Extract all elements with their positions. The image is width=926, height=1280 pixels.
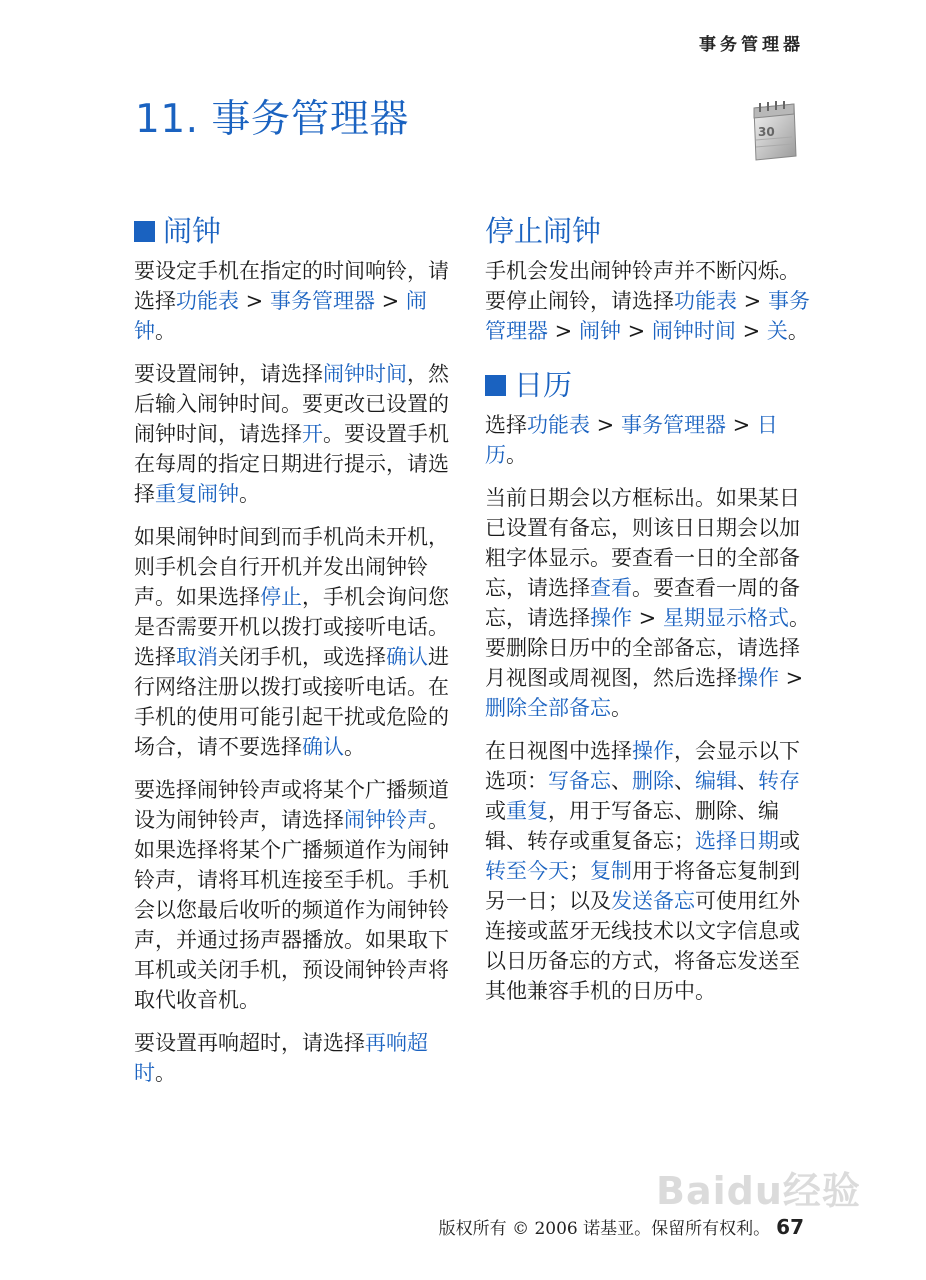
paragraph	[134, 256, 464, 346]
menu-path-term: 查看	[590, 576, 632, 600]
menu-path-term: 停止	[260, 585, 302, 609]
menu-path-term: 事务管理器	[485, 289, 810, 343]
chapter-title: 11. 事务管理器	[135, 97, 409, 142]
body-text: 、	[674, 769, 695, 793]
menu-path-term: 删除全部备忘	[485, 696, 611, 720]
body-text: >	[725, 413, 757, 437]
menu-path-term: 确认	[386, 645, 428, 669]
menu-path-term: 取消	[176, 645, 218, 669]
menu-path-term: 日历	[485, 413, 778, 467]
body-text: 手机会发出闹钟铃声并不断闪烁。要停止闹铃，请选择	[485, 259, 800, 313]
body-text: 。如果选择将某个广播频道作为闹钟铃声，请将耳机连接至手机。手机会以您最后收听的频道作为闹钟铃声，并通过扬声器播放。如果取下耳机或关闭手机，预设闹钟铃声将取代收音机。	[134, 808, 449, 1012]
section-heading-calendar	[485, 366, 815, 404]
body-text: 、	[737, 769, 758, 793]
menu-path-term: 功能表	[674, 289, 737, 313]
paragraph	[134, 1028, 464, 1088]
menu-path-term: 星期显示格式	[662, 606, 789, 630]
body-text: 如果闹钟时间到而手机尚未开机，则手机会自行开机并发出闹钟铃声。如果选择	[134, 525, 449, 609]
menu-path-term: 重复	[506, 799, 548, 823]
menu-path-term: 功能表	[527, 413, 590, 437]
copyright-notice: 版权所有 © 2006 诺基亚。保留所有权利。	[438, 1219, 771, 1239]
body-text: 。	[344, 735, 365, 759]
calendar-day: 30	[758, 125, 775, 139]
body-text: ，用于写备忘、删除、编辑、转存或重复备忘；	[485, 799, 779, 853]
body-text: ，手机会询问您是否需要开机以拨打或接听电话。选择	[134, 585, 449, 669]
menu-path-term: 闹钟时间	[323, 362, 407, 386]
paragraph	[485, 483, 815, 723]
body-text: 要设置闹钟，请选择	[134, 362, 323, 386]
running-header: 事务管理器	[699, 35, 804, 55]
body-text: >	[735, 319, 767, 343]
body-text: ，会显示以下选项：	[485, 739, 800, 793]
body-text: >	[590, 413, 621, 437]
body-text: 。	[239, 482, 260, 506]
body-text: 、	[611, 769, 632, 793]
body-text: 。	[611, 696, 632, 720]
menu-path-term: 再响超时	[134, 1031, 428, 1085]
menu-path-term: 关	[766, 319, 788, 343]
menu-path-term: 操作	[737, 666, 779, 690]
paragraph	[485, 736, 815, 1006]
body-text: >	[239, 289, 270, 313]
body-text: >	[548, 319, 579, 343]
right-column	[485, 212, 815, 1019]
body-text: 在日视图中选择	[485, 739, 632, 763]
menu-path-term: 开	[302, 422, 323, 446]
menu-path-term: 操作	[632, 739, 674, 763]
menu-path-term: 操作	[590, 606, 632, 630]
menu-path-term: 闹钟	[578, 319, 621, 343]
body-text: 。	[787, 319, 809, 343]
menu-path-term: 事务管理器	[269, 289, 375, 313]
section-heading-alarm	[134, 212, 464, 250]
menu-path-term: 转存	[758, 769, 800, 793]
body-text: ，然后输入闹钟时间。要更改已设置的闹钟时间，请选择	[134, 362, 449, 446]
body-text: >	[779, 666, 804, 690]
body-text: >	[632, 606, 663, 630]
menu-path-term: 确认	[302, 735, 344, 759]
menu-path-term: 闹钟铃声	[344, 808, 428, 832]
body-text: 。	[506, 443, 527, 467]
paragraph	[134, 775, 464, 1015]
body-text: ；	[569, 859, 590, 883]
menu-path-term: 写备忘	[548, 769, 611, 793]
paragraph	[485, 410, 815, 470]
left-column	[134, 212, 464, 1101]
section-title: 日历	[514, 368, 573, 402]
body-text: 。要设置手机在每周的指定日期进行提示，请选择	[134, 422, 449, 506]
body-text: >	[374, 289, 406, 313]
body-text: 要设定手机在指定的时间响铃，请选择	[134, 259, 449, 313]
square-bullet-icon	[485, 375, 506, 396]
paragraph	[134, 522, 464, 762]
watermark: Baidu经验	[656, 1169, 861, 1213]
body-text: >	[737, 289, 768, 313]
square-bullet-icon	[134, 221, 155, 242]
subsection-heading-stop-alarm: 停止闹钟	[485, 214, 602, 248]
menu-path-term: 闹钟	[134, 289, 427, 343]
body-text: >	[620, 319, 652, 343]
menu-path-term: 复制	[590, 859, 632, 883]
paragraph	[485, 256, 815, 346]
body-text: 。	[155, 1061, 176, 1085]
paragraph	[134, 359, 464, 509]
section-title: 闹钟	[163, 214, 222, 248]
body-text: 当前日期会以方框标出。如果某日已设置有备忘，则该日日期会以加粗字体显示。要查看一日的全部备忘，请选择	[485, 486, 800, 600]
menu-path-term: 删除	[632, 769, 674, 793]
page-number: 67	[776, 1215, 804, 1239]
menu-path-term: 选择日期	[695, 829, 779, 853]
body-text: 进行网络注册以拨打或接听电话。在手机的使用可能引起干扰或危险的场合，请不要选择	[134, 645, 449, 759]
body-text: 。	[155, 319, 176, 343]
body-text: 关闭手机，或选择	[218, 645, 386, 669]
menu-path-term: 功能表	[176, 289, 239, 313]
body-text: 选择	[485, 413, 527, 437]
body-text: 要设置再响超时，请选择	[134, 1031, 365, 1055]
body-text: 用于将备忘复制到另一日；以及	[485, 859, 800, 913]
body-text: 或	[485, 799, 506, 823]
page-footer	[439, 1214, 804, 1239]
menu-path-term: 转至今天	[485, 859, 569, 883]
menu-path-term: 编辑	[695, 769, 737, 793]
body-text: 可使用红外连接或蓝牙无线技术以文字信息或以日历备忘的方式，将备忘发送至其他兼容手机的日历中。	[485, 889, 800, 1003]
body-text: 。要查看一周的备忘，请选择	[485, 576, 800, 630]
calendar-icon	[748, 100, 800, 164]
body-text: 要选择闹钟铃声或将某个广播频道设为闹钟铃声，请选择	[134, 778, 449, 832]
menu-path-term: 重复闹钟	[155, 482, 239, 506]
body-text: 。要删除日历中的全部备忘，请选择月视图或周视图，然后选择	[485, 606, 810, 690]
menu-path-term: 闹钟时间	[651, 319, 736, 343]
body-text: 或	[779, 829, 800, 853]
menu-path-term: 事务管理器	[620, 413, 726, 437]
menu-path-term: 发送备忘	[611, 889, 695, 913]
